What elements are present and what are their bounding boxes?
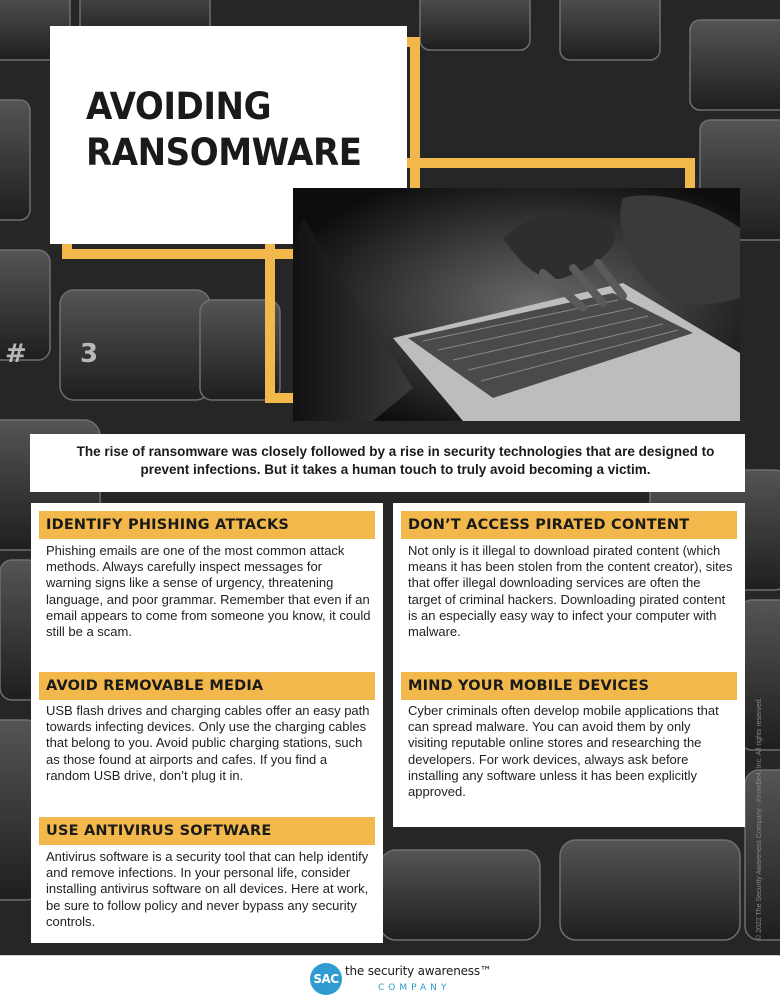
section-body-phishing: Phishing emails are one of the most common attack methods. Always carefully inspect messages for warning signs like a sense of urgency, threatening language, and poor grammar. Remember that even if an email appears to come from someone you know, it could still be a scam. [46,543,371,640]
left-column-panel [31,503,383,943]
section-body-removable-media: USB flash drives and charging cables offer an easy path towards infecting devices. Only use the charging cables that belong to you. Avoid public charging stations, such as those found at airports and cafes. If you find a random USB drive, don’t plug it in. [46,703,370,783]
page-title [86,84,362,176]
brand-subtitle: COMPANY [378,983,451,993]
section-heading-phishing: IDENTIFY PHISHING ATTACKS [39,511,375,539]
svg-text:3: 3 [80,339,99,369]
laptop-photo-image [293,188,740,421]
section-body-antivirus: Antivirus software is a security tool that can help identify and remove infections. In your personal life, consider installing antivirus software on all devices. Here at work, be sure to follow policy and never bypass any security controls. [46,849,369,929]
sac-logo-icon: SAC [310,963,342,995]
section-heading-antivirus: USE ANTIVIRUS SOFTWARE [39,817,375,845]
footer [0,955,780,1008]
section-body-mobile-devices: Cyber criminals often develop mobile applications that can spread malware. You can avoid them by only visiting reputable online stores and researching the developers. For work devices, always ask before installing any software unless it has been explicitly approved. [408,703,719,800]
section-body-pirated-content: Not only is it illegal to download pirated content (which means it has been stolen from the content creator), sites that offer illegal downloading services are often the target of criminal hackers. Downloading pirated content is an especially easy way to infect your computer with malware. [408,543,733,640]
title-line-2: RANSOMWARE [86,131,362,174]
copyright-notice: © 2022 The Security Awareness Company - KnowBe4, Inc. All rights reserved. [756,697,763,940]
section-heading-pirated-content: DON’T ACCESS PIRATED CONTENT [401,511,737,539]
title-line-1: AVOIDING [86,85,272,128]
right-column-panel [393,503,745,827]
svg-text:#: # [5,339,27,369]
intro-text: The rise of ransomware was closely followed by a rise in security technologies that are designed to prevent infections. But it takes a human touch to truly avoid becoming a victim. [30,434,745,492]
section-heading-mobile-devices: MIND YOUR MOBILE DEVICES [401,672,737,700]
brand-name: the security awareness™ [345,964,492,978]
section-heading-removable-media: AVOID REMOVABLE MEDIA [39,672,375,700]
